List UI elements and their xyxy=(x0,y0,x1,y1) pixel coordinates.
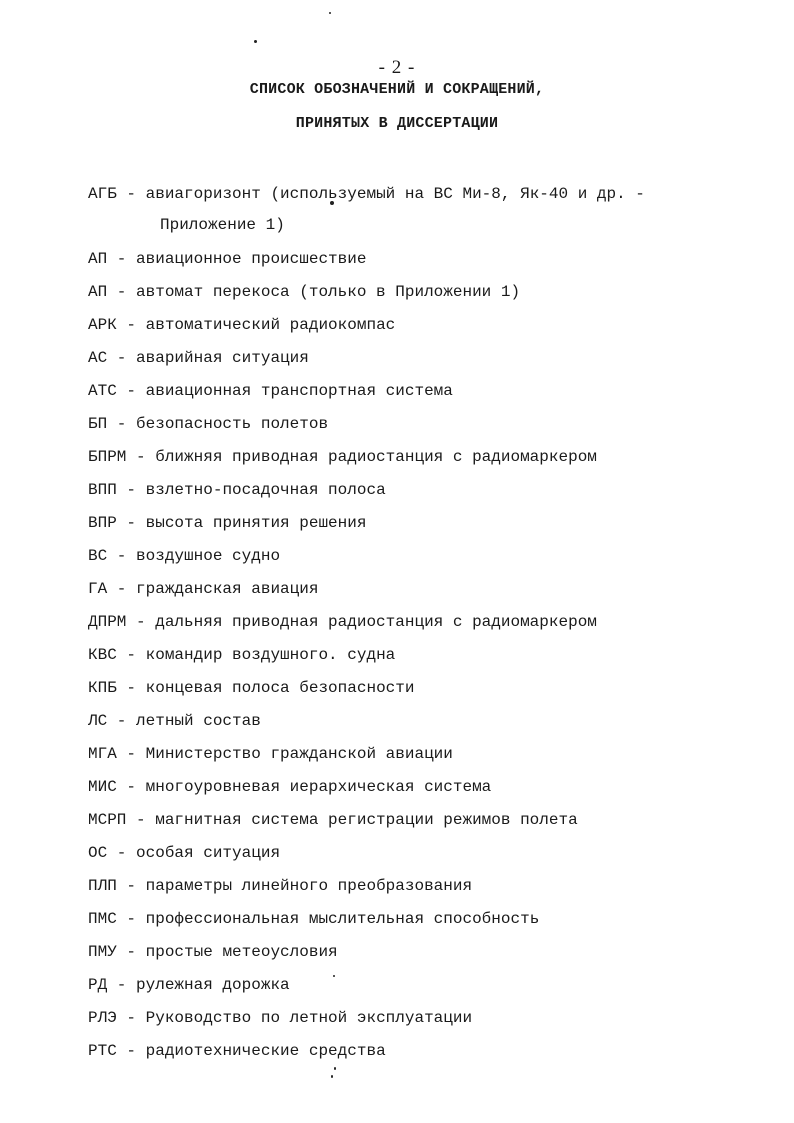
abbreviation-entry xyxy=(88,540,728,573)
abbreviation-entry xyxy=(88,1035,728,1068)
abbreviation-entry xyxy=(88,276,728,309)
abbreviation-term: МСРП xyxy=(88,811,127,829)
abbreviation-separator: - xyxy=(107,547,137,565)
abbreviation-term: АП xyxy=(88,283,108,301)
abbreviation-separator: - xyxy=(116,514,146,532)
scan-speck xyxy=(254,40,257,43)
abbreviation-separator: - xyxy=(116,745,146,763)
abbreviation-separator: - xyxy=(116,185,146,203)
abbreviation-definition: многоуровневая иерархическая система xyxy=(145,778,492,796)
abbreviation-term: АГБ xyxy=(88,185,117,203)
abbreviation-term: БП xyxy=(88,415,108,433)
abbreviation-entry xyxy=(88,342,728,375)
scan-speck xyxy=(329,12,331,14)
abbreviation-definition: летный состав xyxy=(136,712,261,730)
abbreviation-definition: Руководство по летной эксплуатации xyxy=(145,1009,473,1027)
abbreviation-term: БПРМ xyxy=(88,448,127,466)
abbreviation-term: КПБ xyxy=(88,679,117,697)
abbreviation-separator: - xyxy=(116,1009,146,1027)
abbreviation-entry xyxy=(88,936,728,969)
abbreviation-definition: концевая полоса безопасности xyxy=(145,679,415,697)
abbreviation-term: МИС xyxy=(88,778,117,796)
abbreviation-definition: аварийная ситуация xyxy=(136,349,309,367)
abbreviation-separator: - xyxy=(107,976,137,994)
abbreviation-definition: авиационная транспортная система xyxy=(145,382,453,400)
abbreviation-entry xyxy=(88,375,728,408)
abbreviation-definition: радиотехнические средства xyxy=(145,1042,386,1060)
abbreviation-separator: - xyxy=(107,250,137,268)
abbreviation-separator: - xyxy=(116,910,146,928)
abbreviation-definition: авиационное происшествие xyxy=(136,250,367,268)
abbreviation-definition: простые метеоусловия xyxy=(145,943,338,961)
abbreviation-term: МГА xyxy=(88,745,117,763)
abbreviation-entry xyxy=(88,474,728,507)
abbreviation-entry xyxy=(88,507,728,540)
abbreviation-definition: профессиональная мыслительная способность xyxy=(145,910,540,928)
scan-speck xyxy=(331,1075,333,1078)
page-number: - 2 - xyxy=(378,57,416,78)
abbreviation-separator: - xyxy=(116,679,146,697)
abbreviation-definition: взлетно-посадочная полоса xyxy=(145,481,386,499)
abbreviation-term: ПЛП xyxy=(88,877,117,895)
abbreviation-definition: ближняя приводная радиостанция с радиомаркером xyxy=(155,448,597,466)
abbreviation-separator: - xyxy=(116,316,146,334)
abbreviation-entry xyxy=(88,738,728,771)
abbreviation-entry xyxy=(88,606,728,639)
abbreviation-list xyxy=(88,179,728,1068)
abbreviation-separator: - xyxy=(107,580,137,598)
abbreviation-term: ПМС xyxy=(88,910,117,928)
abbreviation-separator: - xyxy=(126,448,156,466)
abbreviation-term: КВС xyxy=(88,646,117,664)
abbreviation-definition: воздушное судно xyxy=(136,547,281,565)
abbreviation-term: ВПР xyxy=(88,514,117,532)
abbreviation-separator: - xyxy=(107,415,137,433)
abbreviation-term: АП xyxy=(88,250,108,268)
abbreviation-separator: - xyxy=(107,712,137,730)
abbreviation-separator: - xyxy=(107,283,137,301)
abbreviation-separator: - xyxy=(116,778,146,796)
abbreviation-definition: безопасность полетов xyxy=(136,415,329,433)
abbreviation-term: РТС xyxy=(88,1042,117,1060)
abbreviation-separator: - xyxy=(116,646,146,664)
abbreviation-definition: автоматический радиокомпас xyxy=(145,316,396,334)
abbreviation-definition: Министерство гражданской авиации xyxy=(145,745,453,763)
abbreviation-term: ОС xyxy=(88,844,108,862)
abbreviation-term: ВПП xyxy=(88,481,117,499)
page-title-line-1: СПИСОК ОБОЗНАЧЕНИЙ И СОКРАЩЕНИЙ, xyxy=(249,81,545,98)
abbreviation-term: АС xyxy=(88,349,108,367)
abbreviation-separator: - xyxy=(116,877,146,895)
abbreviation-entry xyxy=(88,408,728,441)
abbreviation-separator: - xyxy=(116,943,146,961)
abbreviation-entry xyxy=(88,837,728,870)
abbreviation-entry xyxy=(88,639,728,672)
abbreviation-term: ПМУ xyxy=(88,943,117,961)
abbreviation-entry xyxy=(88,969,728,1002)
abbreviation-entry xyxy=(88,179,728,241)
abbreviation-separator: - xyxy=(116,382,146,400)
abbreviation-definition: дальняя приводная радиостанция с радиомаркером xyxy=(155,613,597,631)
abbreviation-definition: рулежная дорожка xyxy=(136,976,290,994)
page-title-line-2: ПРИНЯТЫХ В ДИССЕРТАЦИИ xyxy=(295,115,499,132)
abbreviation-term: ГА xyxy=(88,580,108,598)
abbreviation-entry xyxy=(88,903,728,936)
abbreviation-definition: особая ситуация xyxy=(136,844,281,862)
abbreviation-separator: - xyxy=(107,844,137,862)
abbreviation-definition: автомат перекоса (только в Приложении 1) xyxy=(136,283,521,301)
abbreviation-definition: высота принятия решения xyxy=(145,514,367,532)
abbreviation-entry xyxy=(88,771,728,804)
abbreviation-entry xyxy=(88,1002,728,1035)
abbreviation-separator: - xyxy=(107,349,137,367)
abbreviation-entry xyxy=(88,309,728,342)
abbreviation-entry xyxy=(88,870,728,903)
abbreviation-entry xyxy=(88,243,728,276)
abbreviation-separator: - xyxy=(116,1042,146,1060)
abbreviation-term: РД xyxy=(88,976,108,994)
abbreviation-definition: магнитная система регистрации режимов полета xyxy=(155,811,578,829)
abbreviation-separator: - xyxy=(126,811,156,829)
abbreviation-entry xyxy=(88,804,728,837)
abbreviation-separator: - xyxy=(116,481,146,499)
abbreviation-definition: параметры линейного преобразования xyxy=(145,877,473,895)
abbreviation-definition: командир воздушного. судна xyxy=(145,646,396,664)
abbreviation-term: РЛЭ xyxy=(88,1009,117,1027)
abbreviation-term: ДПРМ xyxy=(88,613,127,631)
abbreviation-entry xyxy=(88,573,728,606)
abbreviation-separator: - xyxy=(126,613,156,631)
abbreviation-term: ЛС xyxy=(88,712,108,730)
abbreviation-entry xyxy=(88,672,728,705)
abbreviation-definition: авиагоризонт (используемый на ВС Ми-8, Як-40 и др. - Приложение 1) xyxy=(145,185,645,234)
abbreviation-term: ВС xyxy=(88,547,108,565)
abbreviation-term: АТС xyxy=(88,382,117,400)
abbreviation-term: АРК xyxy=(88,316,117,334)
abbreviation-definition: гражданская авиация xyxy=(136,580,319,598)
abbreviation-entry xyxy=(88,705,728,738)
abbreviation-entry xyxy=(88,441,728,474)
